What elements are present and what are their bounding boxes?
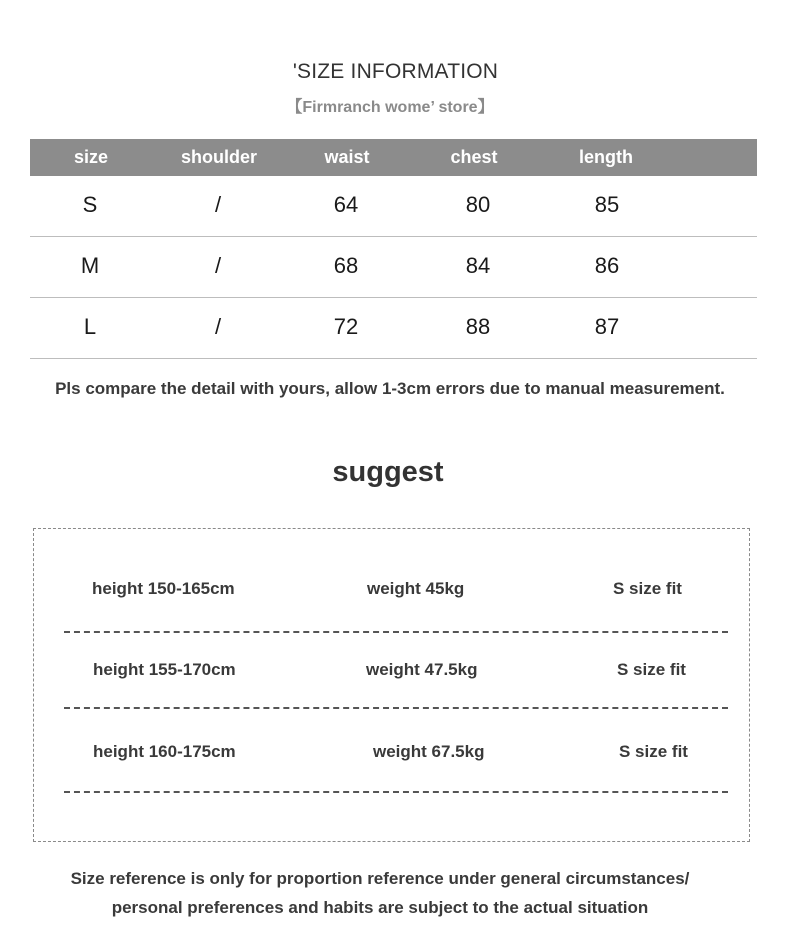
cell-size: S: [82, 192, 98, 217]
size-table: [30, 139, 757, 359]
table-row: [30, 298, 757, 359]
cell-length: 85: [594, 192, 620, 217]
cell-chest: 84: [465, 253, 491, 278]
suggest-row: [34, 660, 749, 720]
suggest-row: [34, 742, 749, 802]
suggest-height: height 150-165cm: [92, 579, 235, 598]
table-row: [30, 237, 757, 298]
cell-waist: 64: [333, 192, 359, 217]
column-header-size: size: [73, 147, 109, 167]
page-title: 'SIZE INFORMATION: [292, 60, 499, 83]
suggest-weight: weight 67.5kg: [373, 742, 485, 761]
cell-shoulder: /: [214, 192, 222, 217]
suggest-fit: S size fit: [617, 660, 686, 679]
row-divider: [64, 707, 728, 709]
column-header-waist: waist: [324, 147, 370, 167]
column-header-chest: chest: [450, 147, 498, 167]
cell-size: M: [80, 253, 100, 278]
store-name: 【Firmranch wome’ store】: [286, 99, 494, 116]
suggest-row: [34, 579, 749, 639]
table-row: [30, 176, 757, 237]
size-disclaimer: [0, 864, 760, 922]
disclaimer-line-1: Size reference is only for proportion reference under general circumstances/: [70, 869, 690, 888]
cell-waist: 68: [333, 253, 359, 278]
measurement-note: Pls compare the detail with yours, allow 1-3cm errors due to manual measurement.: [55, 379, 725, 398]
cell-size: L: [83, 314, 97, 339]
cell-shoulder: /: [214, 253, 222, 278]
suggest-box: [33, 528, 750, 842]
disclaimer-line-2: personal preferences and habits are subject to the actual situation: [111, 898, 649, 917]
column-header-shoulder: shoulder: [180, 147, 257, 167]
row-divider: [64, 631, 728, 633]
table-header: [30, 139, 757, 176]
cell-shoulder: /: [214, 314, 222, 339]
suggest-fit: S size fit: [613, 579, 682, 598]
suggest-weight: weight 47.5kg: [366, 660, 478, 679]
cell-chest: 80: [465, 192, 491, 217]
suggest-height: height 155-170cm: [93, 660, 236, 679]
suggest-fit: S size fit: [619, 742, 688, 761]
suggest-weight: weight 45kg: [367, 579, 465, 598]
cell-length: 86: [594, 253, 620, 278]
row-divider: [64, 791, 728, 793]
suggest-height: height 160-175cm: [93, 742, 236, 761]
cell-chest: 88: [465, 314, 491, 339]
suggest-heading: suggest: [332, 456, 444, 488]
cell-length: 87: [594, 314, 620, 339]
cell-waist: 72: [333, 314, 359, 339]
column-header-length: length: [579, 147, 633, 167]
